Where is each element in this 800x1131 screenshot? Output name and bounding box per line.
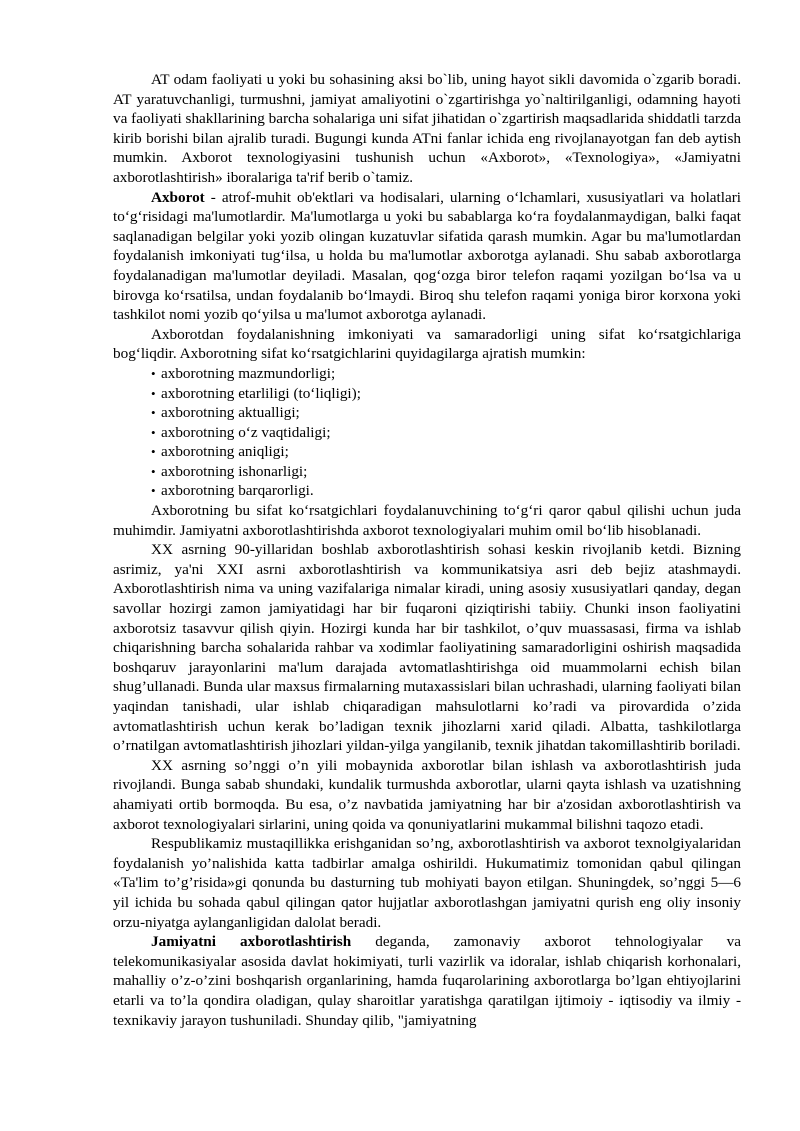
document-page [113,70,741,1030]
term-jamiyatni-axborotlashtirish: Jamiyatni axborotlashtirish [151,933,352,951]
bullet-icon: • [151,483,156,499]
list-item-text: axborotning aniqligi; [161,443,289,461]
bullet-icon: • [151,444,156,460]
list-item-text: axborotning ishonarligi; [161,462,308,480]
paragraph-7: Respublikamiz mustaqillikka erishganidan so’ng, axborotlashtirish va axborot texnolgiyalaridan foydalanish yo’nalishida katta tadbirlar amalga oshirildi. Hukumatimiz tomonidan qabul qilingan «Ta'lim to’g’risida»gi qonunda bu dasturning tub mohiyati bayon etilgan. Shuningdek, so’nggi 5—6 yil ichida bu sohada qabul qilingan qator hujjatlar axborotlashgan jamiyatni qurish eng oliy insoniy orzu-niyatga aylanganligidan dalolat beradi. [113,835,741,931]
bullet-icon: • [151,385,156,401]
term-axborot: Axborot [151,188,205,206]
paragraph-2 [113,188,741,325]
paragraph-8 [113,932,741,1030]
paragraph-2-text: - atrof-muhit ob'ektlari va hodisalari, ularning o‘lchamlari, xususiyatlari va holatlari to‘g‘risidagi ma'lumotlardir. Ma'lumotlarga u yoki bu sabablarga ko‘ra foydalanmaydigan, balki faqat saqlanadigan belgilar yoki yozib olingan kuzatuvlar sifatida qarash mumkin. Agar bu ma'lumotlardan foydalanish imkoniyati tug‘ilsa, u holda bu ma'lumotlar axborotga aylanadi. Shu sabab axborotlarga foydalanadigan ma'lumotlar deyiladi. Masalan, qog‘ozga biror telefon raqami yozilgan bo‘lsa va u birovga ko‘rsatilsa, undan foydalanib bo‘lmaydi. Biroq shu telefon raqami yoniga biror korxona yoki tashkilot nomi yozib qo‘yilsa u ma'lumot axborotga aylanadi. [113,188,741,324]
paragraph-4: Axborotning bu sifat ko‘rsatgichlari foydalanuvchining to‘g‘ri qaror qabul qilishi uchun juda muhimdir. Jamiyatni axborotlashtirishda axborot texnologiyalari muhim omil bo‘lib hisoblanadi. [113,502,741,539]
list-item-text: axborotning aktualligi; [161,404,300,422]
list-item [151,403,741,423]
list-item-text: axborotning barqarorligi. [161,482,314,500]
bullet-icon: • [151,424,156,440]
list-item [151,481,741,501]
list-item-text: axborotning o‘z vaqtidaligi; [161,423,331,441]
list-item [151,442,741,462]
bullet-icon: • [151,463,156,479]
paragraph-5: XX asrning 90-yillaridan boshlab axborotlashtirish sohasi keskin rivojlanib ketdi. Bizning asrimiz, ya'ni XXI asrni axborotlashtirish va kommunikatsiya asri deb bejiz atashmaydi. Axborotlashtirish nima va uning vazifalariga nimalar kiradi, uning asosiy xususiyatlari qanday, degan savollar hozirgi zamon jamiyatidagi har bir fuqaroni qiziqtirishi tabiiy. Chunki inson faoliyatini axborotsiz tasavvur qilish qiyin. Hozirgi kunda har bir tashkilot, o’quv muassasasi, firma va ishlab chiqarishning barcha sohalarida rahbar va xodimlar faoliyatining samaradorligini oshirish maqsadida boshqaruv jarayonlarini ma'lum darajada avtomatlashtirishga oid muammolarni echish bilan shug’ullanadi. Bunda ular maxsus firmalarning mutaxassislari bilan uchrashadi, ularning faoliyati bilan yaqindan tanishadi, ular ishlab chiqaradigan mahsulotlarni ko’radi va pirovardida o’zida avtomatlashtirish uchun kerak bo’ladigan texnik jihozlarni xarid qiladi. Albatta, tashkilotlarga o’rnatilgan avtomatlashtirish jihozlari yildan-yilga yangilanib, texnik jihatdan takomillashtirib boriladi. [113,541,741,755]
list-item [151,423,741,443]
quality-list [113,364,741,501]
list-item-text: axborotning mazmundorligi; [161,364,336,382]
paragraph-6: XX asrning so’nggi o’n yili mobaynida axborotlar bilan ishlash va axborotlashtirish juda rivojlandi. Bunga sabab shundaki, kundalik turmushda axborotlar, ularni qayta ishlash va uzatishning ahamiyati ortib bormoqda. Bu esa, o’z navbatida jamiyatning har bir a'zosidan axborotlashtirish va axborot texnologiyalari sirlarini, uning qoida va qonuniyatlarini mukammal bilishni taqozo etadi. [113,756,741,833]
list-item-text: axborotning etarliligi (to‘liqligi); [161,384,361,402]
bullet-icon: • [151,405,156,421]
paragraph-1: AT odam faoliyati u yoki bu sohasining aksi bo`lib, uning hayot sikli davomida o`zgarib boradi. AT yaratuvchanligi, turmushni, jamiyat amaliyotini o`zgartirishga yo`naltirilganligi, odamning hayoti va faoliyati shakllarining barcha sohalariga uni sifat jihatidan o`zgartirish maqsadlarida shiddatli tarzda kirib borishi bilan ajralib turadi. Bugungi kunda ATni fanlar ichida eng rivojlanayotgan fan deb aytish mumkin. Axborot texnologiyasini tushunish uchun «Axborot», «Texnologiya», «Jamiyatni axborotlashtirish» iboralariga ta'rif berib o`tamiz. [113,71,741,186]
paragraph-3: Axborotdan foydalanishning imkoniyati va samaradorligi uning sifat ko‘rsatgichlariga bog‘liqdir. Axborotning sifat ko‘rsatgichlarini quyidagilarga ajratish mumkin: [113,325,741,363]
bullet-icon: • [151,365,156,381]
list-item [151,384,741,404]
list-item [151,462,741,482]
paragraph-8-text: deganda, zamonaviy axborot tehnologiyalar va telekomunikasiyalar asosida davlat hokimiyati, turli vazirlik va idoralar, ishlab chiqarish korhonalari, mahalliy o’z-o’zini boshqarish organlarining, hamda fuqarolarining axborotlarga bo’lgan ehtiyojlarini etarli va to’la qondira oladigan, qulay sharoitlar yaratishga qaratilgan ijtimoiy - iqtisodiy va ilmiy - texnikaviy jarayon tushuniladi. Shunday qilib, "jamiyatning [113,933,741,1029]
list-item [151,364,741,384]
